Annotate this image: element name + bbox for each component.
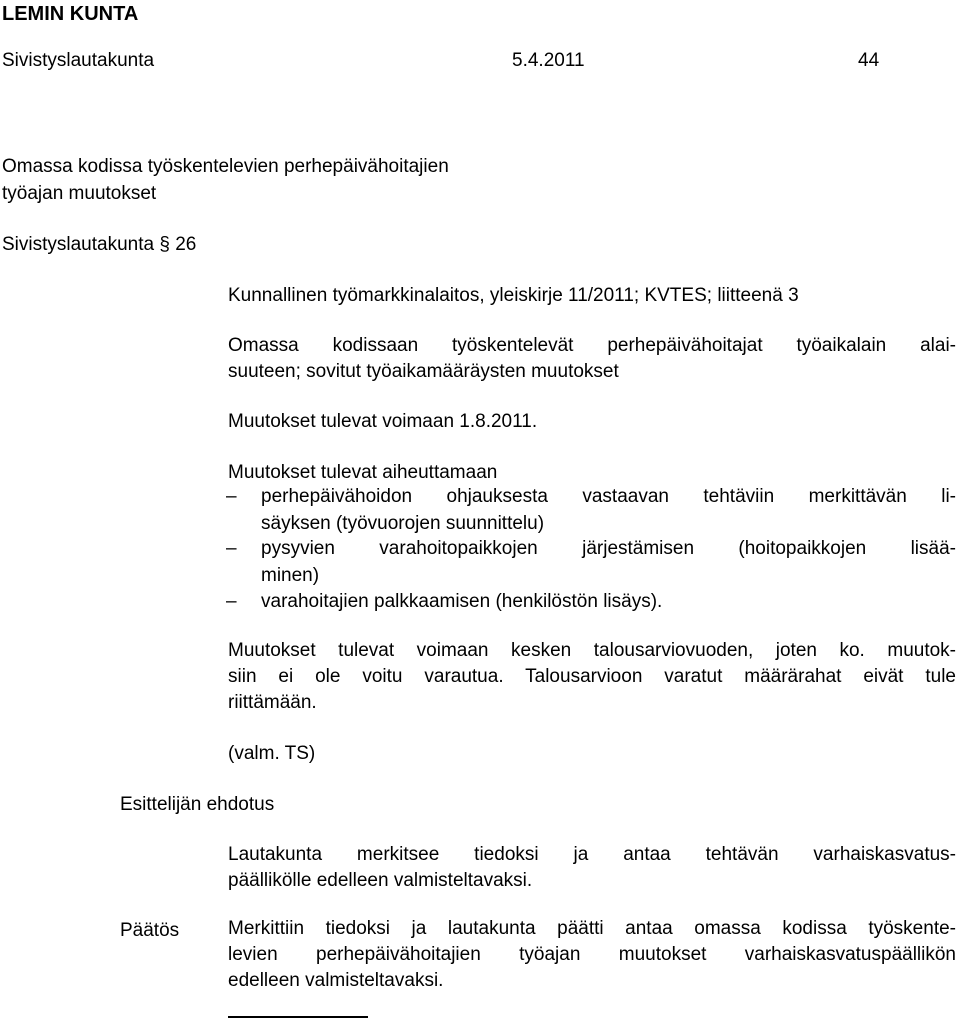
proposal-label: Esittelijän ehdotus [120,794,275,815]
decision-line2: levien perhepäivähoitajien työajan muutokset varhaiskasvatuspäällikön [228,944,956,965]
bullet-2-line1: pysyvien varahoitopaikkojen järjestämisen (hoitopaikkojen lisää- [261,538,956,559]
municipality-name: LEMIN KUNTA [2,3,139,25]
page-number: 44 [858,50,880,71]
bullet-1-line2: säyksen (työvuorojen suunnittelu) [261,513,545,534]
paragraph-3-intro: Muutokset tulevat aiheuttamaan [228,462,498,483]
closing-rule [228,1016,368,1018]
committee-name: Sivistyslautakunta [2,50,155,71]
proposal-line2: päällikölle edelleen valmisteltavaksi. [228,870,533,891]
bullet-3-line1: varahoitajien palkkaamisen (henkilöstön lisäys). [261,591,663,612]
document-title-line2: työajan muutokset [2,183,157,204]
paragraph-effective-date: Muutokset tulevat voimaan 1.8.2011. [228,411,538,432]
proposal-line1: Lautakunta merkitsee tiedoksi ja antaa tehtävän varhaiskasvatus- [228,844,956,865]
bullet-dash: – [226,486,237,507]
meeting-date: 5.4.2011 [512,50,585,71]
paragraph-1-line2: suuteen; sovitut työaikamääräysten muutokset [228,361,619,382]
reference-line: Kunnallinen työmarkkinalaitos, yleiskirje 11/2011; KVTES; liitteenä 3 [228,285,799,306]
preparer-note: (valm. TS) [228,743,316,764]
bullet-2-line2: minen) [261,565,320,586]
paragraph-4-line1: Muutokset tulevat voimaan kesken talousarviovuoden, joten ko. muutok- [228,640,956,661]
bullet-dash: – [226,591,237,612]
paragraph-4-line2: siin ei ole voitu varautua. Talousarvioon varatut määrärahat eivät tule [228,666,956,687]
decision-label: Päätös [120,920,180,941]
document-title-line1: Omassa kodissa työskentelevien perhepäivähoitajien [2,156,449,177]
decision-line1: Merkittiin tiedoksi ja lautakunta päätti antaa omassa kodissa työskente- [228,918,956,939]
bullet-1-line1: perhepäivähoidon ohjauksesta vastaavan tehtäviin merkittävän li- [261,486,956,507]
section-reference: Sivistyslautakunta § 26 [2,234,197,255]
paragraph-4-line3: riittämään. [228,692,317,713]
bullet-dash: – [226,538,237,559]
decision-line3: edelleen valmisteltavaksi. [228,970,444,991]
paragraph-1-line1: Omassa kodissaan työskentelevät perhepäivähoitajat työaikalain alai- [228,335,956,356]
